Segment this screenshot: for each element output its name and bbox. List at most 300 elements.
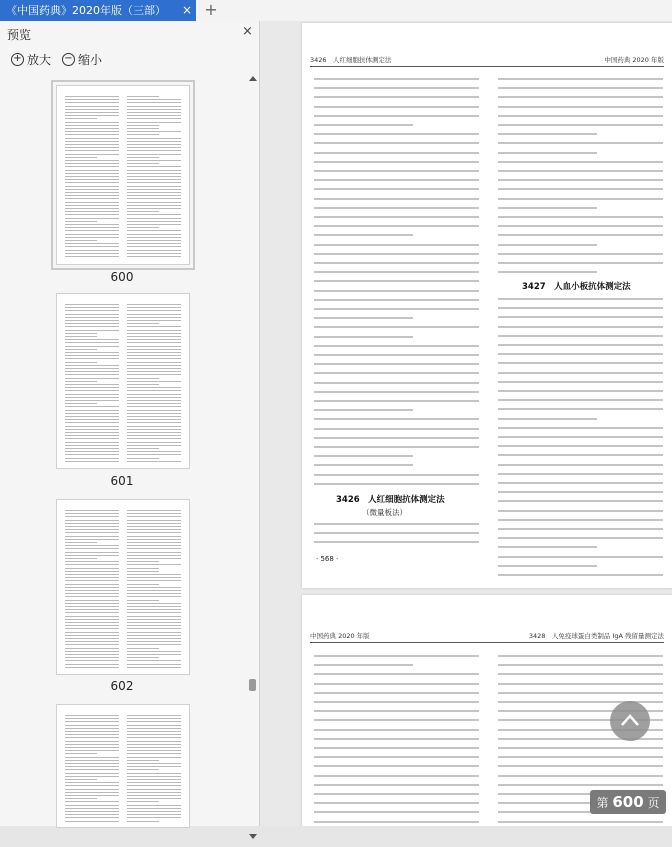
text-line	[127, 603, 181, 604]
text-line	[314, 765, 479, 767]
text-line	[65, 189, 119, 190]
text-line	[65, 122, 119, 123]
text-line	[314, 683, 479, 685]
text-line	[65, 523, 119, 524]
text-line	[127, 657, 159, 658]
text-line	[65, 461, 119, 462]
text-line	[127, 336, 181, 337]
section-title-3426: 3426 人红细胞抗体测定法	[336, 495, 445, 505]
text-line	[65, 773, 119, 774]
text-line	[314, 207, 479, 209]
text-line	[65, 400, 119, 401]
text-line	[127, 811, 181, 812]
text-line	[65, 314, 119, 315]
text-line	[65, 432, 119, 433]
text-line	[65, 211, 119, 212]
text-line	[314, 345, 479, 347]
text-line	[498, 234, 663, 236]
text-line	[65, 387, 119, 388]
text-line	[314, 719, 479, 721]
scrollbar-thumb[interactable]	[249, 679, 256, 691]
text-line	[65, 310, 119, 311]
text-line	[127, 568, 159, 569]
text-line	[65, 625, 119, 626]
zoom-in-label: 放大	[27, 53, 52, 67]
text-line	[127, 214, 181, 215]
text-line	[65, 144, 119, 145]
text-line	[314, 455, 413, 457]
text-line	[65, 346, 119, 347]
text-line	[314, 437, 479, 439]
text-line	[65, 721, 119, 722]
text-line	[127, 160, 181, 161]
page-header-right: 中国药典 2020 年版	[604, 56, 664, 64]
text-line	[127, 814, 181, 815]
text-line	[65, 552, 119, 553]
text-line	[65, 584, 119, 585]
text-line	[65, 106, 119, 107]
text-line	[127, 616, 181, 617]
text-line	[127, 173, 181, 174]
text-line	[127, 368, 181, 369]
text-line	[498, 683, 663, 685]
text-line	[127, 641, 181, 642]
text-line	[314, 428, 479, 430]
text-line	[314, 96, 479, 98]
text-line	[65, 157, 97, 158]
text-line	[65, 561, 119, 562]
text-line	[127, 384, 159, 385]
text-line	[127, 785, 181, 786]
text-line	[314, 418, 479, 420]
text-line	[127, 526, 181, 527]
text-line	[127, 195, 181, 196]
text-line	[314, 253, 479, 255]
text-line	[127, 773, 181, 774]
tab-close-icon[interactable]: ×	[181, 3, 193, 17]
text-line	[127, 587, 181, 588]
text-line	[65, 240, 97, 241]
text-line	[127, 419, 181, 420]
text-line	[314, 756, 479, 758]
text-line	[127, 584, 159, 585]
text-line	[127, 342, 181, 343]
text-line	[498, 316, 663, 318]
text-line	[498, 372, 663, 374]
page-header-right: 3428 人免疫球蛋白类制品 IgA 残留量测定法	[528, 632, 664, 640]
text-line	[127, 513, 181, 514]
text-line	[127, 339, 181, 340]
text-line	[127, 718, 181, 719]
text-line	[127, 545, 181, 546]
text-line	[127, 182, 181, 183]
text-line	[127, 422, 181, 423]
text-line	[498, 464, 663, 466]
text-line	[498, 307, 663, 309]
text-line	[127, 660, 181, 661]
back-to-top-button[interactable]	[610, 701, 650, 741]
text-line	[127, 757, 181, 758]
text-line	[127, 166, 181, 167]
text-line	[127, 125, 159, 126]
text-line	[65, 394, 119, 395]
text-line	[127, 157, 159, 158]
text-line	[65, 454, 119, 455]
text-line	[127, 250, 181, 251]
text-line	[65, 202, 119, 203]
text-line	[65, 416, 119, 417]
text-line	[127, 667, 181, 668]
text-line	[65, 648, 119, 649]
text-line	[127, 186, 181, 187]
text-line	[127, 317, 181, 318]
text-line	[127, 432, 181, 433]
text-line	[65, 224, 119, 225]
text-line	[498, 784, 663, 786]
text-line	[127, 625, 181, 626]
text-line	[65, 150, 119, 151]
text-line	[127, 109, 181, 110]
text-line	[65, 558, 97, 559]
text-line	[65, 542, 97, 543]
text-line	[314, 179, 479, 181]
text-line	[65, 725, 119, 726]
text-line	[65, 349, 97, 350]
text-line	[127, 307, 181, 308]
text-line	[127, 442, 181, 443]
text-line	[127, 96, 159, 97]
text-line	[127, 445, 181, 446]
text-line	[498, 188, 663, 190]
text-line	[498, 546, 597, 548]
text-line	[65, 358, 119, 359]
thumbnail-page-number: 601	[110, 474, 134, 488]
text-line	[127, 725, 181, 726]
text-line	[65, 160, 119, 161]
text-line	[498, 381, 663, 383]
text-line	[127, 115, 181, 116]
text-line	[65, 622, 119, 623]
text-line	[498, 262, 663, 264]
new-tab-button[interactable]: +	[204, 0, 218, 19]
text-line	[314, 115, 479, 117]
text-line	[65, 718, 119, 719]
text-line	[127, 744, 181, 745]
text-line	[65, 163, 119, 164]
sidebar-scrollbar[interactable]	[248, 74, 257, 847]
text-line	[65, 817, 119, 818]
text-line	[498, 473, 663, 475]
text-line	[65, 564, 119, 565]
text-line	[65, 413, 119, 414]
text-line	[127, 760, 159, 761]
scroll-down-icon[interactable]	[249, 834, 257, 839]
text-line	[65, 779, 97, 780]
text-line	[65, 782, 119, 783]
text-line	[498, 537, 663, 539]
text-line	[314, 793, 479, 795]
text-line	[65, 638, 119, 639]
zoom-out-button[interactable]	[62, 51, 102, 68]
text-line	[127, 523, 181, 524]
text-line	[498, 482, 663, 484]
text-line	[127, 558, 181, 559]
text-line	[65, 808, 119, 809]
text-line	[65, 374, 119, 375]
text-line	[314, 326, 479, 328]
text-line	[65, 384, 119, 385]
text-line	[127, 227, 159, 228]
text-line	[65, 814, 119, 815]
text-line	[127, 406, 181, 407]
text-line	[127, 435, 181, 436]
text-line	[65, 660, 119, 661]
text-line	[498, 271, 597, 273]
text-line	[127, 552, 181, 553]
text-line	[127, 323, 159, 324]
text-line	[314, 354, 479, 356]
text-line	[127, 387, 181, 388]
text-line	[65, 516, 119, 517]
text-line	[127, 208, 181, 209]
text-line	[65, 438, 119, 439]
thumbnail-page-number: 600	[110, 270, 134, 284]
text-line	[127, 728, 181, 729]
text-line	[65, 307, 119, 308]
text-line	[65, 548, 119, 549]
text-line	[314, 747, 479, 749]
text-line	[65, 99, 119, 100]
text-line	[127, 458, 159, 459]
text-line	[314, 188, 479, 190]
text-line	[127, 779, 181, 780]
text-line	[127, 240, 181, 241]
text-line	[127, 532, 181, 533]
text-line	[65, 333, 97, 334]
text-line	[498, 78, 663, 80]
text-line	[127, 237, 181, 238]
text-line	[65, 435, 119, 436]
text-line	[65, 317, 119, 318]
preview-sidebar	[0, 21, 260, 826]
text-line	[127, 808, 181, 809]
tab-document[interactable]	[0, 0, 196, 21]
text-line	[127, 536, 181, 537]
text-line	[314, 317, 413, 319]
text-line	[314, 244, 479, 246]
text-line	[65, 323, 119, 324]
text-line	[127, 664, 181, 665]
text-line	[498, 747, 663, 749]
text-line	[65, 651, 119, 652]
text-line	[314, 701, 479, 703]
text-line	[127, 644, 181, 645]
text-line	[65, 606, 119, 607]
text-line	[127, 798, 181, 799]
page-header-left: 中国药典 2020 年版	[310, 632, 370, 640]
text-line	[127, 314, 181, 315]
page-thumbnail[interactable]	[56, 85, 190, 265]
text-line	[127, 596, 181, 597]
text-line	[65, 757, 119, 758]
text-line	[314, 464, 413, 466]
text-line	[498, 179, 663, 181]
text-line	[127, 580, 181, 581]
text-line	[65, 256, 119, 257]
text-line	[127, 577, 181, 578]
text-line	[65, 205, 119, 206]
text-line	[65, 109, 119, 110]
text-line	[65, 115, 119, 116]
text-line	[65, 208, 119, 209]
text-line	[127, 128, 159, 129]
zoom-out-label: 缩小	[78, 53, 103, 67]
text-line	[65, 138, 119, 139]
text-line	[498, 454, 663, 456]
text-line	[127, 600, 159, 601]
text-line	[314, 363, 479, 365]
text-line	[314, 541, 479, 543]
text-line	[127, 416, 181, 417]
scroll-up-icon[interactable]	[249, 76, 257, 81]
text-line	[314, 784, 479, 786]
text-line	[127, 211, 159, 212]
text-line	[314, 474, 479, 476]
text-line	[127, 571, 159, 572]
text-line	[127, 741, 181, 742]
text-line	[127, 766, 181, 767]
text-line	[65, 577, 119, 578]
text-line	[127, 451, 181, 452]
text-line	[314, 664, 413, 666]
text-line	[127, 776, 181, 777]
text-line	[127, 561, 159, 562]
text-line	[498, 207, 597, 209]
text-line	[65, 766, 119, 767]
text-line	[65, 635, 119, 636]
text-line	[314, 655, 479, 657]
page-number: · 568 ·	[316, 555, 339, 563]
text-line	[65, 741, 119, 742]
text-line	[127, 721, 181, 722]
text-line	[65, 419, 119, 420]
text-line	[65, 596, 119, 597]
text-line	[65, 243, 119, 244]
text-line	[127, 141, 181, 142]
text-line	[127, 782, 181, 783]
text-line	[314, 87, 479, 89]
text-line	[65, 246, 119, 247]
text-line	[65, 763, 119, 764]
text-line	[65, 532, 119, 533]
text-line	[127, 304, 181, 305]
text-line	[127, 221, 181, 222]
text-line	[65, 587, 119, 588]
text-line	[498, 198, 663, 200]
text-line	[127, 218, 181, 219]
page-thumbnail[interactable]	[56, 499, 190, 675]
text-line	[65, 789, 119, 790]
text-line	[498, 362, 663, 364]
text-line	[498, 142, 663, 144]
text-line	[65, 619, 119, 620]
text-line	[127, 461, 181, 462]
text-line	[498, 500, 663, 502]
page-thumbnail[interactable]	[56, 293, 190, 469]
text-line	[65, 218, 119, 219]
text-line	[498, 344, 663, 346]
text-line	[498, 574, 663, 576]
text-line	[127, 205, 181, 206]
text-line	[65, 352, 119, 353]
text-line	[314, 729, 479, 731]
text-line	[65, 555, 119, 556]
text-line	[127, 529, 181, 530]
text-line	[65, 304, 119, 305]
text-line	[498, 673, 663, 675]
text-line	[127, 118, 181, 119]
tab-bar	[0, 0, 672, 22]
text-line	[65, 750, 119, 751]
text-line	[127, 520, 181, 521]
zoom-in-icon: +	[11, 53, 24, 66]
text-line	[498, 556, 663, 558]
text-line	[127, 346, 181, 347]
text-line	[127, 651, 181, 652]
text-line	[127, 638, 181, 639]
section-title-3427: 3427 人血小板抗体测定法	[522, 282, 631, 292]
text-line	[65, 429, 119, 430]
text-line	[498, 87, 663, 89]
text-line	[127, 371, 181, 372]
text-line	[498, 692, 663, 694]
text-line	[127, 144, 181, 145]
text-line	[65, 753, 97, 754]
text-line	[127, 333, 181, 334]
text-line	[314, 811, 479, 813]
text-line	[314, 271, 479, 273]
text-line	[314, 133, 479, 135]
text-line	[127, 202, 181, 203]
page-thumbnail[interactable]	[56, 704, 190, 828]
text-line	[65, 182, 119, 183]
text-line	[498, 216, 663, 218]
text-line	[127, 99, 181, 100]
text-line	[65, 426, 119, 427]
text-line	[314, 802, 479, 804]
zoom-in-button[interactable]	[11, 51, 51, 68]
text-line	[127, 192, 181, 193]
text-line	[65, 731, 119, 732]
current-page-number: 600	[612, 793, 644, 811]
text-line	[65, 526, 119, 527]
text-line	[65, 230, 119, 231]
sidebar-close-icon[interactable]: ×	[242, 24, 253, 39]
text-line	[127, 426, 181, 427]
text-line	[314, 152, 479, 154]
text-line	[65, 728, 119, 729]
text-line	[314, 290, 479, 292]
text-line	[127, 628, 181, 629]
text-line	[314, 198, 479, 200]
text-line	[65, 715, 119, 716]
text-line	[314, 142, 479, 144]
text-line	[314, 532, 479, 534]
text-line	[65, 545, 119, 546]
text-line	[127, 612, 181, 613]
text-line	[127, 138, 181, 139]
text-line	[498, 124, 663, 126]
